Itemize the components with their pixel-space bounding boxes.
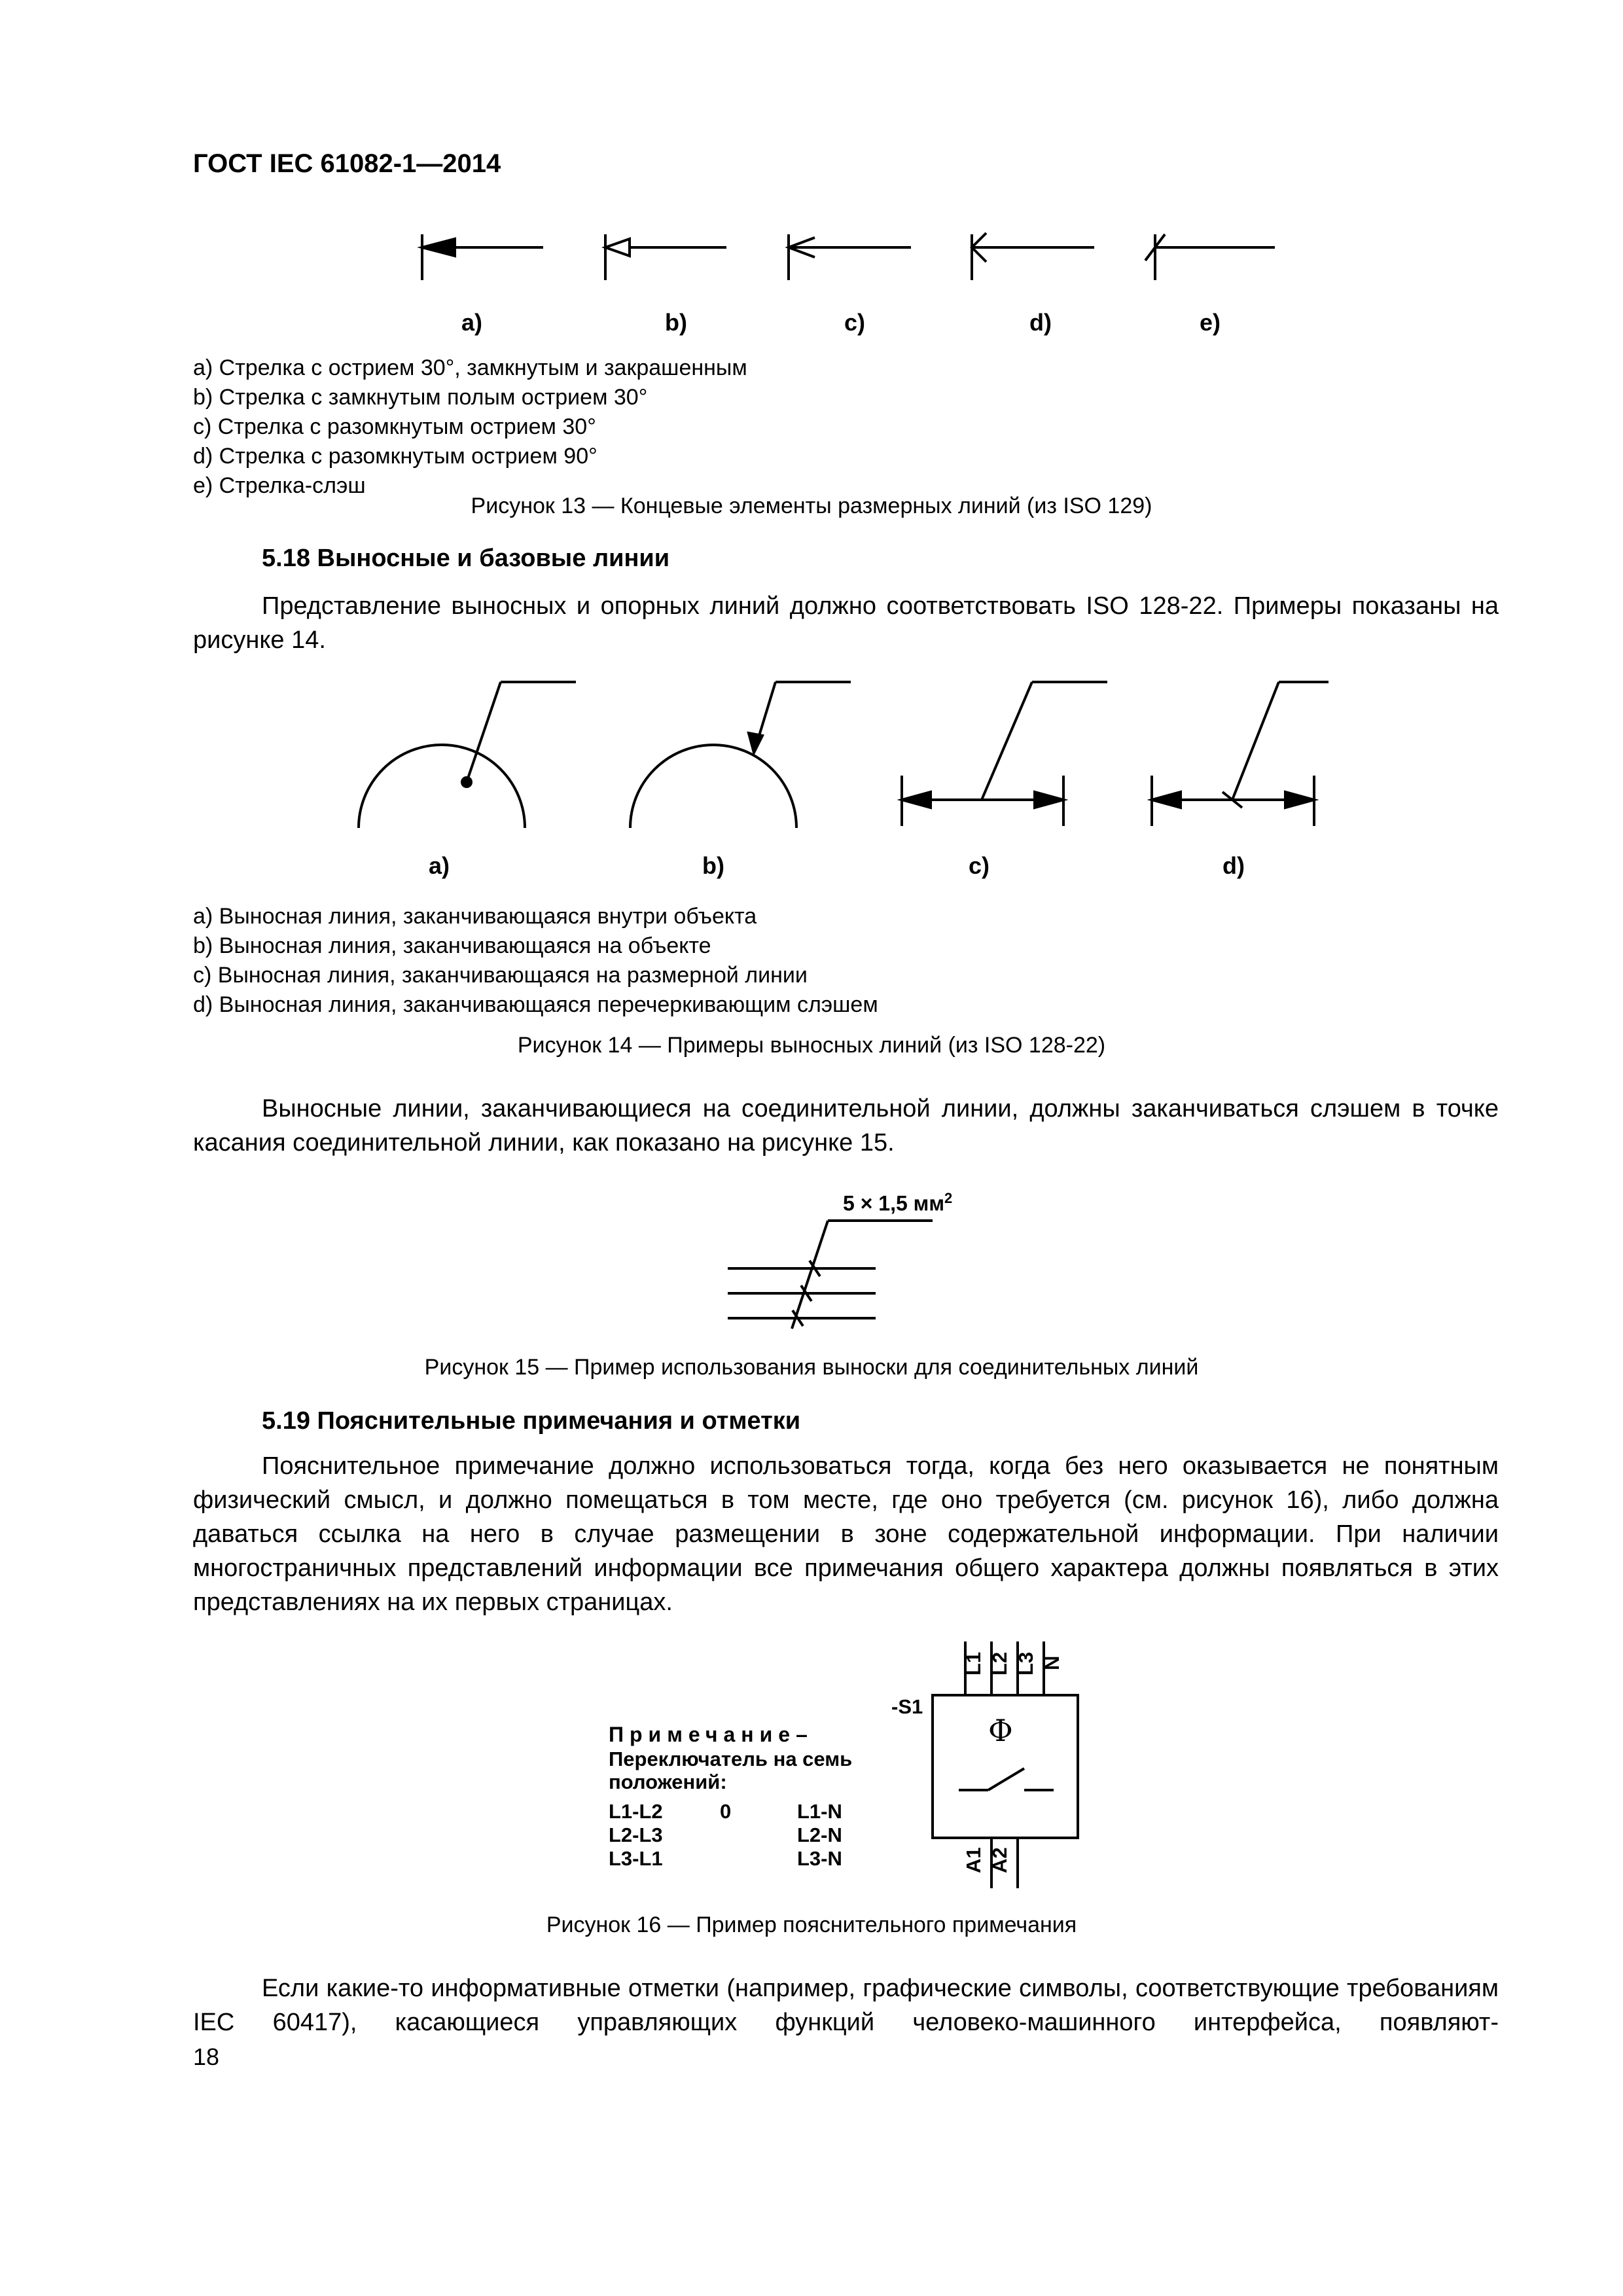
section-5-18-heading: 5.18 Выносные и базовые линии — [262, 545, 670, 572]
position-item: L2-L3 — [609, 1823, 663, 1846]
figure-14-legend — [193, 902, 878, 1020]
section-5-19-paragraph — [193, 1449, 1499, 1619]
figure-14-label-a: a) — [429, 852, 450, 879]
leader-label-superscript: 2 — [944, 1190, 953, 1206]
legend-item: c) Выносная линия, заканчивающаяся на размерной линии — [193, 963, 808, 988]
figure-13-label-b: b) — [665, 309, 687, 336]
paragraph-text: Выносные линии, заканчивающиеся на соединительной линии, должны заканчиваться слэшем в точке касания соединительной линии, как показано на рисунке 15. — [193, 1095, 1499, 1157]
legend-item: a) Выносная линия, заканчивающаяся внутри объекта — [193, 904, 757, 929]
section-5-18-paragraph — [193, 589, 1499, 657]
note-line-2: положений: — [609, 1770, 727, 1793]
note-title: Примечание– — [609, 1723, 813, 1746]
position-item: L1-N — [797, 1800, 842, 1823]
terminal-label-a2: A2 — [988, 1847, 1011, 1873]
figure-13-label-c: c) — [844, 309, 866, 336]
final-paragraph — [193, 1971, 1499, 2039]
position-zero: 0 — [720, 1800, 732, 1823]
position-item: L3-N — [797, 1847, 842, 1870]
terminal-label-l2: L2 — [988, 1651, 1011, 1676]
section-5-19-heading: 5.19 Пояснительные примечания и отметки — [262, 1407, 801, 1435]
paragraph-text: Если какие-то информативные отметки (например, графические символы, соответствующие требованиям IEC 60417), касающиеся управляющих функций человеко-машинного интерфейса, появляют- — [193, 1975, 1499, 2036]
figure-14-label-d: d) — [1222, 852, 1245, 879]
position-list-left — [609, 1800, 663, 1871]
leader-paragraph — [193, 1092, 1499, 1160]
paragraph-text: Представление выносных и опорных линий должно соответствовать ISO 128-22. Примеры показаны на рисунке 14. — [193, 592, 1499, 654]
position-item: L2-N — [797, 1823, 842, 1846]
paragraph-text: Пояснительное примечание должно использоваться тогда, когда без него оказывается не понятным физический смысл, и должно помещаться в том месте, где оно требуется (см. рисунок 16), либо должна даваться ссылка на него в случае размещении в зоне содержательной информации. При наличии многостраничных представлений информации все примечания общего характера должны появляться в этих представлениях на их первых страницах. — [193, 1452, 1499, 1616]
figure-15-leader-label — [843, 1190, 952, 1216]
figure-13-legend — [193, 353, 747, 501]
note-line-1: Переключатель на семь — [609, 1748, 853, 1770]
figure-13-label-a: a) — [461, 309, 483, 336]
legend-item: a) Стрелка с острием 30°, замкнутым и закрашенным — [193, 355, 747, 380]
page-number: 18 — [193, 2043, 220, 2070]
document-header: ГОСТ IEC 61082-1—2014 — [193, 149, 501, 178]
phi-symbol: Φ — [988, 1713, 1013, 1748]
figure-14-label-b: b) — [702, 852, 724, 879]
figure-15-caption: Рисунок 15 — Пример использования выноски для соединительных линий — [424, 1355, 1199, 1380]
terminal-label-l1: L1 — [962, 1651, 985, 1676]
legend-item: d) Выносная линия, заканчивающаяся перечеркивающим слэшем — [193, 992, 878, 1017]
legend-item: c) Стрелка с разомкнутым острием 30° — [193, 414, 596, 439]
figure-14-caption: Рисунок 14 — Примеры выносных линий (из ISO 128-22) — [517, 1033, 1106, 1058]
figure-13-label-d: d) — [1029, 309, 1052, 336]
legend-item: b) Выносная линия, заканчивающаяся на объекте — [193, 933, 711, 958]
legend-item: d) Стрелка с разомкнутым острием 90° — [193, 444, 597, 469]
legend-item: b) Стрелка с замкнутым полым острием 30° — [193, 385, 648, 410]
device-label: -S1 — [891, 1695, 923, 1718]
terminal-label-a1: A1 — [962, 1847, 985, 1873]
terminal-label-n: N — [1041, 1655, 1063, 1670]
position-item: L1-L2 — [609, 1800, 663, 1823]
position-list-right — [797, 1800, 842, 1871]
figure-13-label-e: e) — [1200, 309, 1221, 336]
figure-13-caption: Рисунок 13 — Концевые элементы размерных линий (из ISO 129) — [471, 493, 1152, 518]
legend-item: e) Стрелка-слэш — [193, 473, 366, 498]
position-item: L3-L1 — [609, 1847, 663, 1870]
figure-16-caption: Рисунок 16 — Пример пояснительного примечания — [546, 1912, 1077, 1937]
terminal-label-l3: L3 — [1014, 1651, 1037, 1676]
leader-label-text: 5 × 1,5 мм — [843, 1191, 944, 1215]
figure-14-label-c: c) — [969, 852, 990, 879]
